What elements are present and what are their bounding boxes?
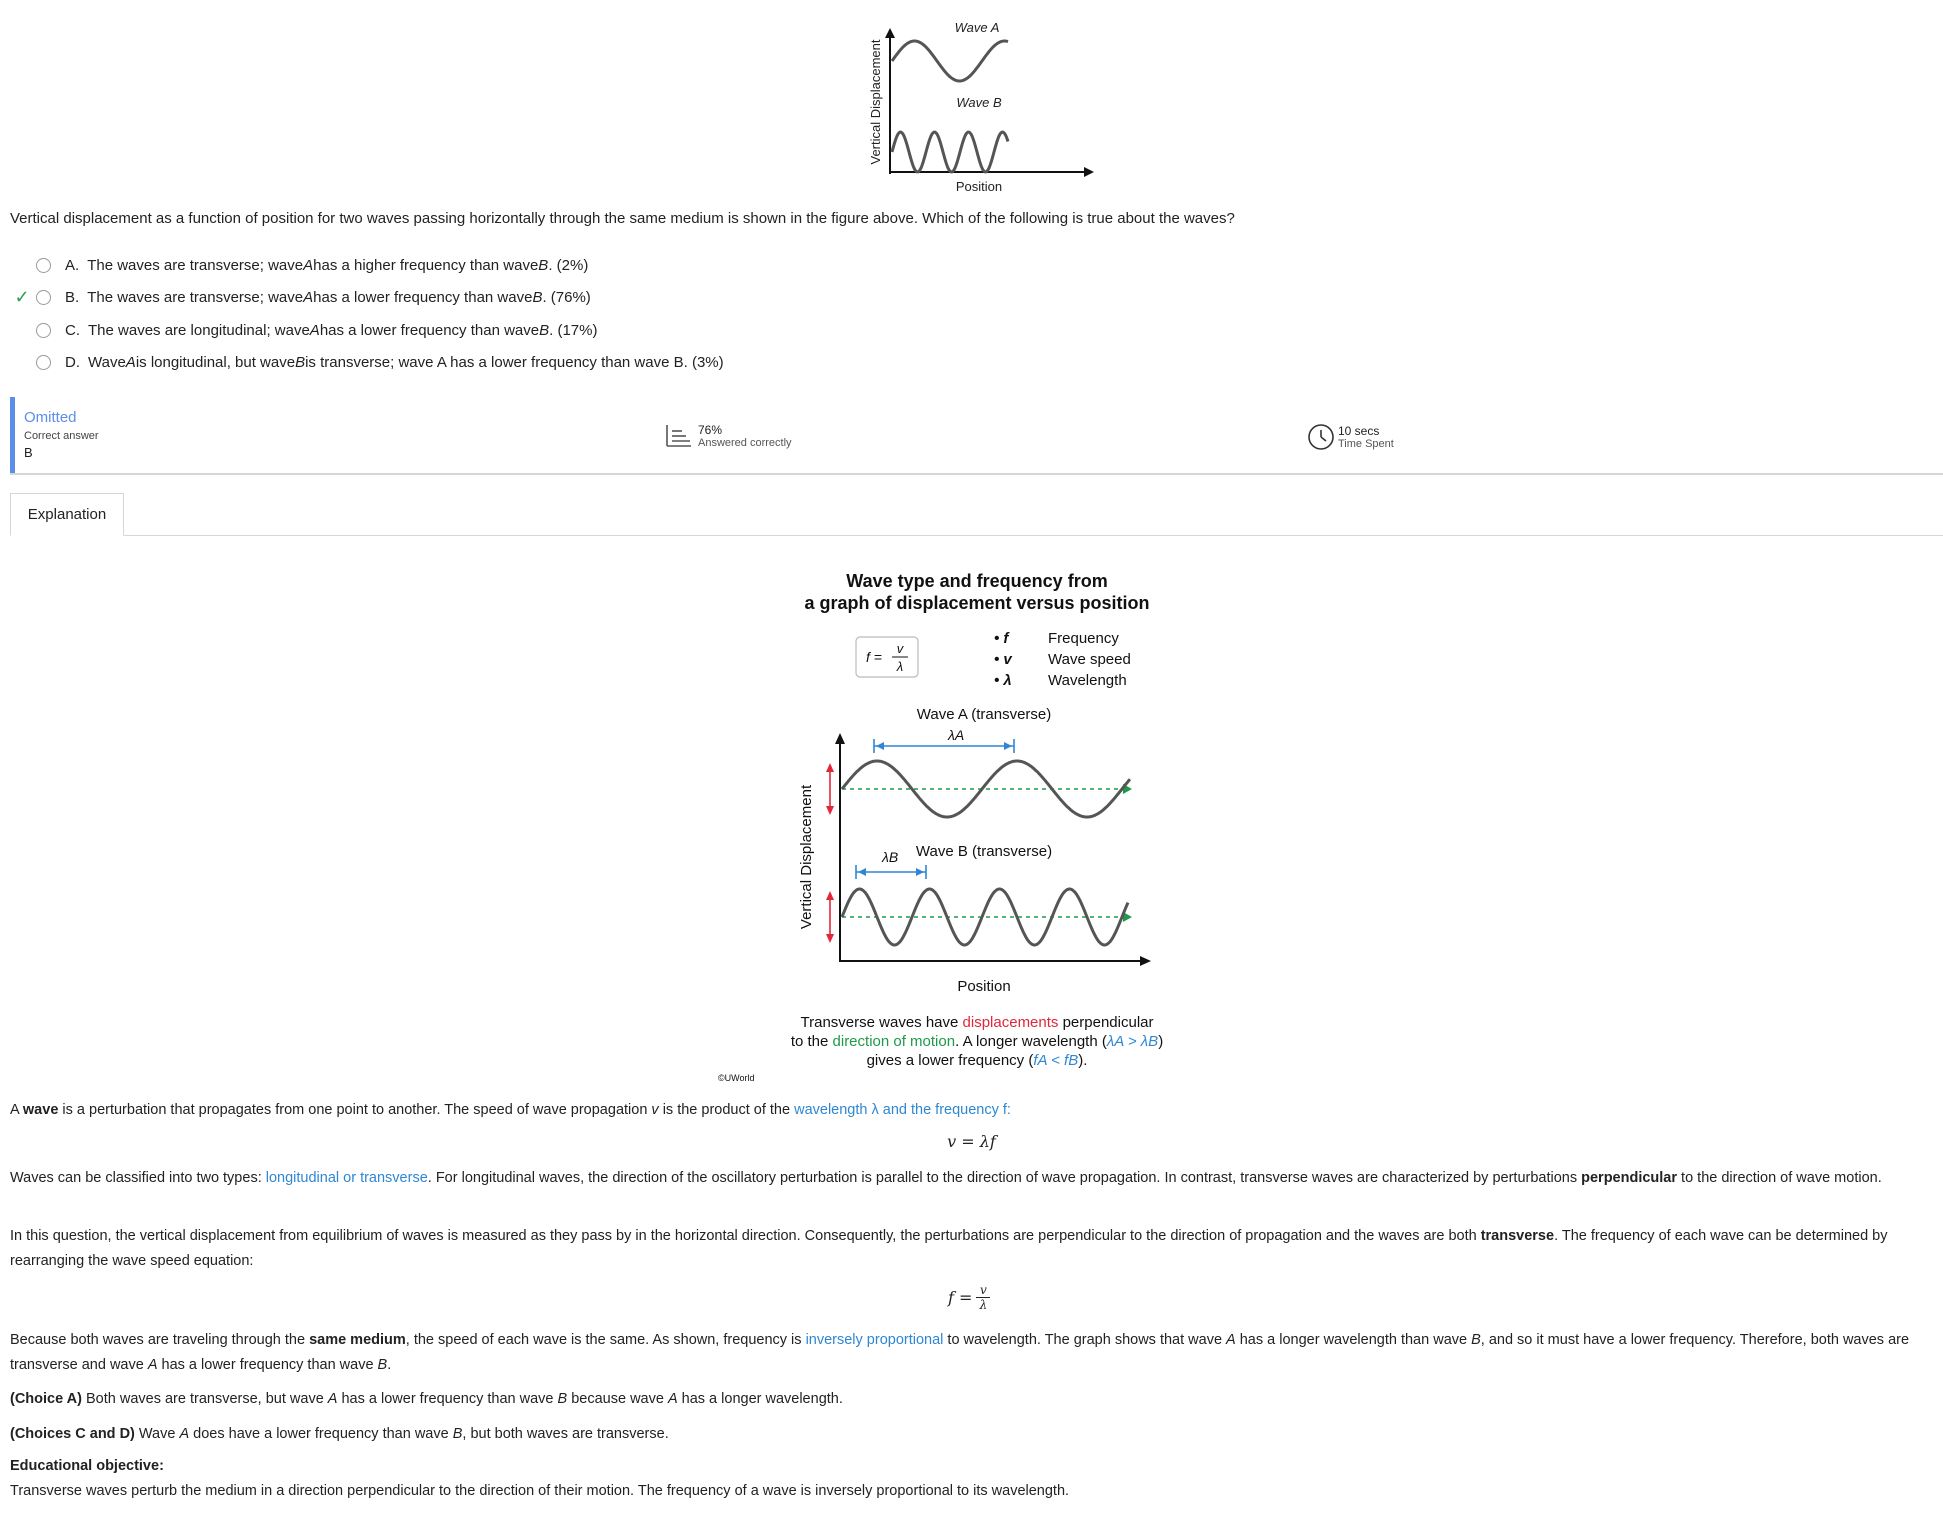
objective-text: Transverse waves perturb the medium in a direction perpendicular to the direction of their motion. The frequency of a wave is inversely proportional to its wavelength. — [10, 1483, 1070, 1499]
text: Because both waves are traveling through the — [10, 1332, 310, 1348]
radio-b[interactable] — [36, 290, 51, 305]
choice-c[interactable] — [10, 318, 597, 342]
caption-displacements: displacements — [962, 1014, 1059, 1031]
lambda-a-head-right — [1004, 742, 1012, 750]
legend-symbol-lambda: • λ — [994, 672, 1012, 689]
wave-b-label: Wave B — [956, 95, 1002, 110]
caption-text: to the — [790, 1033, 833, 1050]
choice-c-text: The waves are longitudinal; wave — [88, 321, 310, 339]
text: has a longer wavelength. — [677, 1391, 843, 1407]
wavelength-frequency-link[interactable]: wavelength λ and the frequency f: — [794, 1102, 1011, 1118]
time-value: 10 secs — [1338, 424, 1380, 438]
choice-d-text: Wave — [88, 353, 126, 371]
figure-title-line1: Wave type and frequency from — [846, 571, 1108, 591]
text: . — [387, 1357, 392, 1373]
legend-desc-f: Frequency — [1048, 630, 1119, 647]
choice-c-letter: C. — [65, 321, 80, 339]
choice-a[interactable] — [10, 253, 588, 277]
formula-f: f = — [866, 649, 882, 665]
correct-answer-value: B — [24, 445, 33, 460]
displacement-arrow-b-up — [826, 891, 834, 900]
lambda-a-head-left — [876, 742, 884, 750]
objective-title: Educational objective: — [10, 1458, 164, 1474]
text: , and so it must have a lower frequency. Therefore, both waves are transverse and wave — [10, 1332, 1910, 1373]
paragraph-2 — [10, 1166, 1935, 1191]
paragraph-3 — [10, 1224, 1935, 1274]
eq-den: λ — [976, 1297, 990, 1312]
eq-num: v — [980, 1283, 987, 1297]
text: A — [10, 1102, 23, 1118]
text: has a longer wavelength than wave — [1235, 1332, 1472, 1348]
radio-d[interactable] — [36, 355, 51, 370]
caption-freq-compare: fA < fB — [1033, 1052, 1079, 1069]
choice-a-text: has a higher frequency than wave — [313, 256, 539, 274]
text: , the speed of each wave is the same. As shown, frequency is — [405, 1332, 806, 1348]
choice-b-text: . (76%) — [542, 288, 591, 306]
lambda-b-head-right — [916, 868, 924, 876]
wave-a-title: Wave A (transverse) — [916, 706, 1052, 723]
longitudinal-transverse-link[interactable]: longitudinal or transverse — [265, 1170, 428, 1186]
paragraph-1 — [10, 1098, 1935, 1123]
bold-text: same medium — [309, 1332, 406, 1348]
x-axis-label: Position — [957, 978, 1011, 995]
wave-b-curve — [892, 132, 1008, 172]
choice-a-text: B — [538, 256, 549, 274]
bold-text: (Choice A) — [10, 1391, 82, 1407]
caption-line-2 — [791, 1033, 1163, 1050]
legend-desc-lambda: Wavelength — [1048, 672, 1127, 689]
choice-d-text: B — [295, 353, 306, 371]
legend-desc-v: Wave speed — [1048, 651, 1131, 668]
choice-d[interactable] — [10, 350, 724, 374]
text: B — [557, 1391, 568, 1407]
text: A — [179, 1426, 190, 1442]
text: Wave — [134, 1426, 180, 1442]
percent-label: Answered correctly — [698, 437, 792, 449]
choice-b-text: A — [303, 288, 314, 306]
text: is a perturbation that propagates from one point to another. The speed of wave propagation — [58, 1102, 652, 1118]
text: A — [667, 1391, 678, 1407]
bold-text: perpendicular — [1581, 1170, 1678, 1186]
lambda-a-label: λA — [948, 727, 965, 743]
text: to wavelength. The graph shows that wave — [943, 1332, 1227, 1348]
text: to the direction of wave motion. — [1677, 1170, 1882, 1186]
caption-text: gives a lower frequency ( — [866, 1052, 1034, 1069]
text: has a lower frequency than wave — [157, 1357, 378, 1373]
text: does have a lower frequency than wave — [189, 1426, 453, 1442]
tab-explanation[interactable]: Explanation — [10, 493, 124, 536]
lambda-b-head-left — [858, 868, 866, 876]
legend-symbol-f: • f — [994, 630, 1009, 647]
bold-text: transverse — [1480, 1228, 1555, 1244]
text: v — [651, 1102, 659, 1118]
text: , but both waves are transverse. — [462, 1426, 669, 1442]
x-axis-arrow — [1084, 167, 1094, 177]
copyright: ©UWorld — [718, 1073, 755, 1083]
caption-line-3 — [867, 1052, 1088, 1069]
check-icon: ✓ — [14, 286, 30, 307]
formula-den: λ — [896, 659, 904, 674]
bar-chart-icon — [664, 423, 692, 449]
x-axis-arrow — [1140, 956, 1151, 966]
result-accent — [10, 397, 15, 473]
text: . For longitudinal waves, the direction of the oscillatory perturbation is parallel to the direction of wave propagation. In contrast, transverse waves are characterized by perturbations — [427, 1170, 1582, 1186]
text: Waves can be classified into two types: — [10, 1170, 266, 1186]
text: because wave — [567, 1391, 668, 1407]
choice-b-letter: B. — [65, 288, 80, 306]
status-omitted: Omitted — [24, 409, 77, 426]
choice-a-text: A — [303, 256, 314, 274]
text: is the product of the — [658, 1102, 795, 1118]
question-stem: Vertical displacement as a function of position for two waves passing horizontally through the same medium is shown in the figure above. Which of the following is true about the waves? — [10, 210, 1235, 227]
caption-lambda-compare: λA > λB — [1106, 1033, 1159, 1050]
caption-line-1 — [801, 1014, 1154, 1031]
lambda-b-label: λB — [882, 849, 899, 865]
choice-d-text: is transverse; wave A has a lower frequency than wave B. (3%) — [305, 353, 724, 371]
choice-a-letter: A. — [65, 256, 80, 274]
result-bar — [10, 397, 1943, 475]
displacement-arrow-a-down — [826, 806, 834, 815]
caption-text: ) — [1158, 1033, 1164, 1050]
tab-bar — [10, 493, 1943, 536]
percent-value: 76% — [698, 423, 723, 437]
text: A — [147, 1357, 158, 1373]
caption-text: perpendicular — [1058, 1014, 1154, 1031]
text: B — [377, 1357, 388, 1373]
paragraph-choice-a — [10, 1387, 1935, 1412]
caption-text: Transverse waves have — [800, 1014, 963, 1031]
equation-frequency — [948, 1283, 990, 1312]
choice-d-letter: D. — [65, 353, 80, 371]
wave-a-label: Wave A — [954, 20, 1000, 35]
eq-f: f = — [948, 1288, 973, 1307]
choice-b-text: has a lower frequency than wave — [313, 288, 533, 306]
y-axis-label: Vertical Displacement — [868, 39, 883, 165]
choice-c-text: A — [309, 321, 320, 339]
choice-a-text: The waves are transverse; wave — [87, 256, 304, 274]
equation-wave-speed: v = λf — [947, 1132, 996, 1151]
text: Both waves are transverse, but wave — [81, 1391, 328, 1407]
time-stat — [1307, 423, 1394, 451]
caption-direction: direction of motion — [832, 1033, 956, 1050]
question-figure — [860, 14, 1100, 194]
paragraph-4 — [10, 1328, 1935, 1378]
choice-b-text: The waves are transverse; wave — [87, 288, 304, 306]
choice-c-text: has a lower frequency than wave — [319, 321, 540, 339]
eq-fraction — [976, 1283, 990, 1312]
radio-c[interactable] — [36, 323, 51, 338]
paragraph-choice-cd — [10, 1422, 1935, 1447]
displacement-arrow-a-up — [826, 763, 834, 772]
choice-c-text: . (17%) — [549, 321, 598, 339]
percent-stat — [664, 423, 792, 449]
formula-num: v — [896, 641, 904, 656]
text: A — [327, 1391, 338, 1407]
radio-a[interactable] — [36, 258, 51, 273]
wave-b-title: Wave B (transverse) — [915, 843, 1053, 860]
correct-answer-label: Correct answer — [24, 430, 99, 442]
clock-icon — [1307, 423, 1335, 451]
explanation-figure — [718, 565, 1190, 1085]
text: B — [452, 1426, 463, 1442]
y-axis-arrow — [885, 28, 895, 38]
choice-d-text: A — [125, 353, 136, 371]
time-label: Time Spent — [1338, 438, 1394, 450]
choice-b[interactable] — [10, 285, 591, 309]
inversely-proportional-link[interactable]: inversely proportional — [805, 1332, 944, 1348]
caption-text: . A longer wavelength ( — [955, 1033, 1107, 1050]
figure-title-line2: a graph of displacement versus position — [804, 593, 1150, 613]
displacement-arrow-b-down — [826, 934, 834, 943]
bold-text: wave — [22, 1102, 59, 1118]
choice-a-text: . (2%) — [548, 256, 589, 274]
caption-text: ). — [1078, 1052, 1088, 1069]
choice-d-text: is longitudinal, but wave — [135, 353, 296, 371]
wave-a-curve — [892, 41, 1008, 81]
x-axis-label: Position — [955, 179, 1003, 194]
y-axis-arrow — [835, 733, 845, 744]
choice-b-text: B — [532, 288, 543, 306]
legend-symbol-v: • v — [994, 651, 1012, 668]
text: has a lower frequency than wave — [337, 1391, 558, 1407]
text: In this question, the vertical displacement from equilibrium of waves is measured as they pass by in the horizontal direction. Consequently, the perturbations are perpendicular to the direction of propagation and the waves are both — [10, 1228, 1481, 1244]
choice-c-text: B — [539, 321, 550, 339]
text: . The frequency of each wave can be determined by rearranging the wave speed equation: — [10, 1228, 1888, 1269]
y-axis-label: Vertical Displacement — [798, 784, 815, 930]
text: A — [1226, 1332, 1236, 1348]
text: B — [1471, 1332, 1481, 1348]
bold-text: (Choices C and D) — [10, 1426, 135, 1442]
